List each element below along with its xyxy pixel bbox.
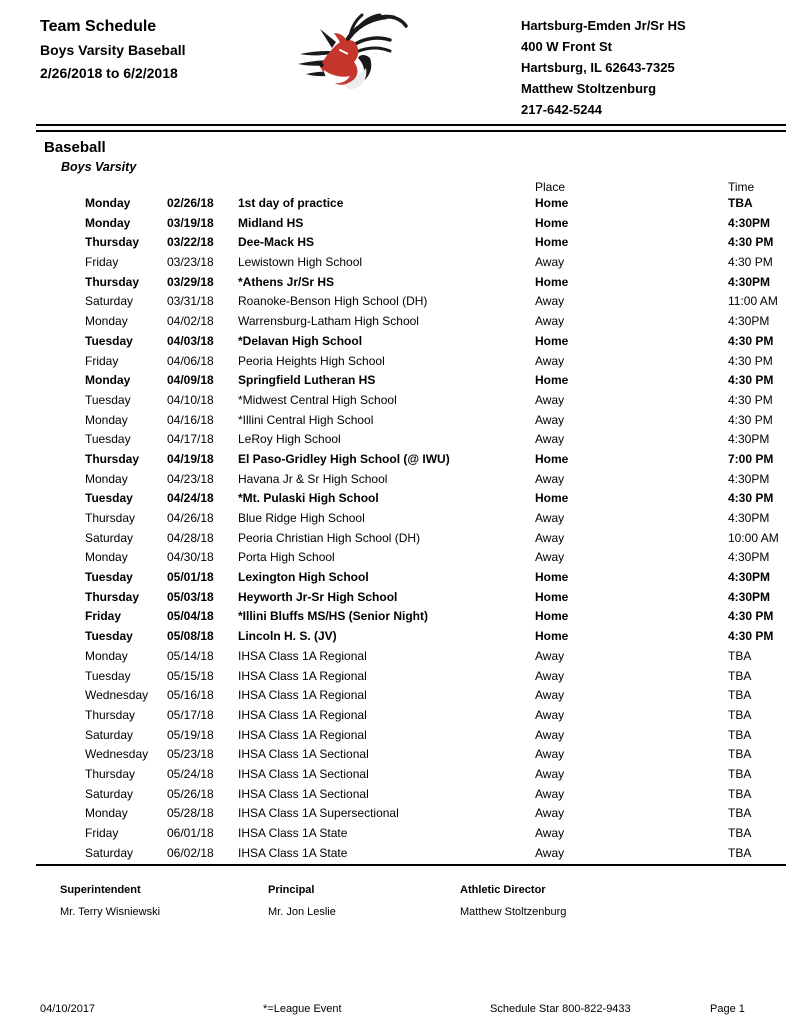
place-cell: Away <box>535 314 565 329</box>
day-header-cell <box>85 181 167 194</box>
date-cell: 05/23/18 <box>167 747 214 762</box>
place-cell: Away <box>535 747 565 762</box>
place-cell: Home <box>535 235 569 250</box>
day-cell: Monday <box>85 550 128 565</box>
event-cell: *Illini Central High School <box>238 412 374 427</box>
place-header-cell: Place <box>535 180 566 194</box>
time-cell: TBA <box>728 766 752 781</box>
event-cell: 1st day of practice <box>238 196 344 210</box>
schedule-row <box>85 391 785 411</box>
place-cell: Home <box>535 274 569 289</box>
time-cell: 4:30PM <box>728 274 771 289</box>
date-cell: 05/24/18 <box>167 766 214 781</box>
time-cell: TBA <box>728 196 753 210</box>
place-cell: Home <box>535 609 569 624</box>
date-cell: 05/01/18 <box>167 570 214 585</box>
date-cell: 02/26/18 <box>167 196 214 210</box>
place-cell: Home <box>535 491 569 506</box>
place-cell: Away <box>535 727 565 742</box>
schedule-row <box>85 686 785 706</box>
schedule-row <box>85 253 785 273</box>
place-cell: Away <box>535 766 565 781</box>
event-cell: Peoria Heights High School <box>238 353 385 368</box>
time-cell: TBA <box>728 786 752 801</box>
schedule-row <box>85 371 785 391</box>
day-cell: Saturday <box>85 530 134 545</box>
event-cell: Lexington High School <box>238 570 369 585</box>
event-cell: *Delavan High School <box>238 333 363 348</box>
date-cell: 04/02/18 <box>167 314 214 329</box>
date-header-cell <box>167 181 238 194</box>
day-cell: Monday <box>85 373 131 388</box>
time-cell: 4:30PM <box>728 314 770 329</box>
schedule-row <box>85 647 785 667</box>
date-cell: 04/17/18 <box>167 432 214 447</box>
event-cell: Havana Jr & Sr High School <box>238 471 388 486</box>
day-cell: Tuesday <box>85 333 133 348</box>
event-cell: IHSA Class 1A Sectional <box>238 747 369 762</box>
time-cell: TBA <box>728 747 752 762</box>
event-cell: Roanoke-Benson High School (DH) <box>238 294 428 309</box>
time-cell: 4:30 PM <box>728 412 773 427</box>
schedule-row <box>85 489 785 509</box>
date-cell: 04/10/18 <box>167 392 214 407</box>
sport-heading: Baseball <box>44 139 106 156</box>
time-cell: 4:30PM <box>728 570 771 585</box>
date-cell: 05/15/18 <box>167 668 214 683</box>
date-cell: 06/02/18 <box>167 845 214 860</box>
date-cell: 03/22/18 <box>167 235 214 250</box>
footer-legend: *=League Event <box>263 1003 342 1015</box>
place-cell: Away <box>535 432 565 447</box>
place-cell: Away <box>535 255 565 270</box>
school-info <box>521 15 686 120</box>
time-cell: 4:30 PM <box>728 235 774 250</box>
event-header-cell <box>238 181 535 194</box>
official-principal <box>268 884 460 919</box>
place-cell: Away <box>535 826 565 840</box>
date-cell: 04/28/18 <box>167 530 214 545</box>
event-cell: IHSA Class 1A Regional <box>238 668 367 683</box>
place-cell: Home <box>535 451 569 466</box>
time-cell: 4:30 PM <box>728 629 774 644</box>
day-cell: Friday <box>85 609 122 624</box>
place-cell: Home <box>535 570 569 585</box>
schedule-row <box>85 529 785 549</box>
event-cell: IHSA Class 1A Regional <box>238 648 367 663</box>
table-bottom-rule <box>36 864 786 866</box>
day-cell: Friday <box>85 826 119 840</box>
date-cell: 03/29/18 <box>167 274 214 289</box>
place-cell: Home <box>535 196 569 210</box>
time-cell: 11:00 AM <box>728 294 778 309</box>
time-cell: TBA <box>728 727 752 742</box>
date-cell: 04/03/18 <box>167 333 214 348</box>
schedule-row <box>85 273 785 293</box>
day-cell: Wednesday <box>85 688 149 703</box>
date-cell: 05/04/18 <box>167 609 214 624</box>
event-cell: IHSA Class 1A Sectional <box>238 786 369 801</box>
contact-phone: 217-642-5244 <box>521 102 602 117</box>
date-cell: 04/19/18 <box>167 451 214 466</box>
time-cell: 4:30 PM <box>728 255 773 270</box>
schedule-row <box>85 627 785 647</box>
place-cell: Home <box>535 629 569 644</box>
event-cell: Peoria Christian High School (DH) <box>238 530 421 545</box>
time-cell: 4:30 PM <box>728 491 774 506</box>
event-cell: Lewistown High School <box>238 255 363 270</box>
time-cell: TBA <box>728 668 752 683</box>
footer-page-number: Page 1 <box>710 1003 745 1015</box>
event-cell: IHSA Class 1A Regional <box>238 688 367 703</box>
schedule-row <box>85 411 785 431</box>
schedule-row <box>85 292 785 312</box>
event-cell: *Athens Jr/Sr HS <box>238 274 335 289</box>
day-cell: Thursday <box>85 766 136 781</box>
day-cell: Thursday <box>85 235 140 250</box>
time-cell: 4:30 PM <box>728 609 774 624</box>
schedule-rows <box>85 194 785 863</box>
team-name: Boys Varsity Baseball <box>40 42 186 58</box>
date-cell: 04/06/18 <box>167 353 214 368</box>
event-cell: Porta High School <box>238 550 335 565</box>
official-name: Mr. Terry Wisniewski <box>60 906 161 918</box>
footer-print-date: 04/10/2017 <box>40 1003 96 1015</box>
event-cell: IHSA Class 1A Regional <box>238 727 367 742</box>
schedule-row <box>85 844 785 864</box>
event-cell: IHSA Class 1A State <box>238 826 348 840</box>
event-cell: Blue Ridge High School <box>238 511 365 525</box>
schedule-row <box>85 607 785 627</box>
day-cell: Monday <box>85 471 128 486</box>
day-cell: Saturday <box>85 845 134 860</box>
header-rule-bottom <box>36 130 786 132</box>
time-cell: TBA <box>728 826 752 840</box>
schedule-row <box>85 785 785 805</box>
event-cell: *Mt. Pulaski High School <box>238 491 379 506</box>
event-cell: LeRoy High School <box>238 432 341 447</box>
day-cell: Thursday <box>85 589 140 604</box>
day-cell: Tuesday <box>85 392 131 407</box>
page-title: Team Schedule <box>40 18 157 35</box>
stag-head-logo-icon <box>298 12 422 110</box>
schedule-row <box>85 548 785 568</box>
time-cell: TBA <box>728 648 752 663</box>
place-cell: Away <box>535 511 565 525</box>
day-cell: Monday <box>85 215 131 230</box>
schedule-row <box>85 804 785 824</box>
schedule-row <box>85 430 785 450</box>
day-cell: Friday <box>85 255 119 270</box>
place-cell: Away <box>535 688 565 703</box>
day-cell: Thursday <box>85 707 136 722</box>
schedule-header-row <box>85 181 785 194</box>
event-cell: Midland HS <box>238 215 304 230</box>
page-footer <box>0 1003 800 1017</box>
time-cell: 4:30 PM <box>728 333 774 348</box>
schedule-row <box>85 667 785 687</box>
time-cell: TBA <box>728 688 752 703</box>
date-cell: 05/08/18 <box>167 629 214 644</box>
day-cell: Thursday <box>85 451 140 466</box>
event-cell: IHSA Class 1A State <box>238 845 348 860</box>
schedule-row <box>85 509 785 529</box>
place-cell: Away <box>535 353 565 368</box>
date-cell: 04/23/18 <box>167 471 214 486</box>
date-range: 2/26/2018 to 6/2/2018 <box>40 65 178 81</box>
schedule-row <box>85 588 785 608</box>
school-street: 400 W Front St <box>521 39 613 54</box>
time-cell: 4:30 PM <box>728 353 773 368</box>
place-cell: Away <box>535 786 565 801</box>
time-cell: 10:00 AM <box>728 530 779 545</box>
date-cell: 04/30/18 <box>167 550 214 565</box>
event-cell: Lincoln H. S. (JV) <box>238 629 337 644</box>
time-cell: TBA <box>728 806 752 821</box>
schedule-row <box>85 194 785 214</box>
date-cell: 04/09/18 <box>167 373 214 388</box>
schedule-row <box>85 726 785 746</box>
event-cell: Warrensburg-Latham High School <box>238 314 419 329</box>
schedule-row <box>85 332 785 352</box>
event-cell: IHSA Class 1A Sectional <box>238 766 369 781</box>
place-cell: Home <box>535 589 569 604</box>
place-cell: Away <box>535 392 565 407</box>
event-cell: *Midwest Central High School <box>238 392 397 407</box>
date-cell: 05/26/18 <box>167 786 214 801</box>
time-cell: 4:30PM <box>728 550 770 565</box>
date-cell: 05/28/18 <box>167 806 214 821</box>
schedule-row <box>85 450 785 470</box>
day-cell: Tuesday <box>85 629 133 644</box>
date-cell: 03/31/18 <box>167 294 214 309</box>
time-cell: 4:30PM <box>728 511 770 525</box>
header-rule-top <box>36 124 786 126</box>
event-cell: IHSA Class 1A Regional <box>238 707 367 722</box>
day-cell: Monday <box>85 196 131 210</box>
schedule-row <box>85 214 785 234</box>
day-cell: Monday <box>85 412 128 427</box>
schedule-table <box>85 181 785 863</box>
day-cell: Saturday <box>85 727 134 742</box>
day-cell: Tuesday <box>85 570 133 585</box>
place-cell: Home <box>535 215 569 230</box>
official-title: Athletic Director <box>460 884 546 896</box>
header-left <box>40 18 186 81</box>
schedule-row <box>85 765 785 785</box>
date-cell: 05/19/18 <box>167 727 214 742</box>
day-cell: Tuesday <box>85 491 133 506</box>
day-cell: Tuesday <box>85 432 131 447</box>
place-cell: Away <box>535 707 565 722</box>
schedule-row <box>85 352 785 372</box>
schedule-row <box>85 568 785 588</box>
event-cell: Heyworth Jr-Sr High School <box>238 589 398 604</box>
event-cell: Dee-Mack HS <box>238 235 315 250</box>
official-superintendent <box>60 884 268 919</box>
date-cell: 05/16/18 <box>167 688 214 703</box>
date-cell: 04/24/18 <box>167 491 214 506</box>
date-cell: 06/01/18 <box>167 826 214 840</box>
place-cell: Away <box>535 294 565 309</box>
date-cell: 05/14/18 <box>167 648 214 663</box>
time-cell: 4:30 PM <box>728 392 773 407</box>
place-cell: Away <box>535 648 565 663</box>
time-cell: TBA <box>728 707 752 722</box>
level-heading: Boys Varsity <box>61 160 137 174</box>
place-cell: Home <box>535 373 569 388</box>
schedule-row <box>85 233 785 253</box>
date-cell: 04/16/18 <box>167 412 214 427</box>
day-cell: Thursday <box>85 511 136 525</box>
school-city: Hartsburg, IL 62643-7325 <box>521 60 675 75</box>
place-cell: Away <box>535 845 565 860</box>
place-cell: Away <box>535 530 565 545</box>
event-cell: Springfield Lutheran HS <box>238 373 376 388</box>
official-name: Matthew Stoltzenburg <box>460 906 567 918</box>
time-cell: 4:30PM <box>728 432 770 447</box>
schedule-row <box>85 745 785 765</box>
date-cell: 03/23/18 <box>167 255 214 270</box>
schedule-row <box>85 706 785 726</box>
day-cell: Monday <box>85 806 128 821</box>
place-cell: Away <box>535 806 565 821</box>
contact-name: Matthew Stoltzenburg <box>521 81 657 96</box>
event-cell: *Illini Bluffs MS/HS (Senior Night) <box>238 609 428 624</box>
day-cell: Saturday <box>85 294 134 309</box>
day-cell: Thursday <box>85 274 140 289</box>
time-cell: 4:30PM <box>728 589 771 604</box>
time-cell: 4:30PM <box>728 215 771 230</box>
time-cell: 4:30PM <box>728 471 770 486</box>
official-athletic-director <box>460 884 566 919</box>
day-cell: Friday <box>85 353 119 368</box>
official-name: Mr. Jon Leslie <box>268 906 336 918</box>
time-header-cell: Time <box>728 180 755 194</box>
event-cell: IHSA Class 1A Supersectional <box>238 806 399 821</box>
official-title: Principal <box>268 884 315 896</box>
time-cell: TBA <box>728 845 752 860</box>
place-cell: Away <box>535 412 565 427</box>
place-cell: Away <box>535 550 565 565</box>
day-cell: Monday <box>85 314 128 329</box>
date-cell: 03/19/18 <box>167 215 214 230</box>
footer-vendor: Schedule Star 800-822-9433 <box>490 1003 631 1015</box>
time-cell: 7:00 PM <box>728 451 774 466</box>
place-cell: Away <box>535 471 565 486</box>
time-cell: 4:30 PM <box>728 373 774 388</box>
officials-section <box>60 884 566 919</box>
schedule-row <box>85 470 785 490</box>
place-cell: Away <box>535 668 565 683</box>
day-cell: Monday <box>85 648 128 663</box>
schedule-row <box>85 312 785 332</box>
date-cell: 04/26/18 <box>167 511 214 525</box>
date-cell: 05/03/18 <box>167 589 214 604</box>
date-cell: 05/17/18 <box>167 707 214 722</box>
day-cell: Saturday <box>85 786 134 801</box>
school-name: Hartsburg-Emden Jr/Sr HS <box>521 18 686 33</box>
event-cell: El Paso-Gridley High School (@ IWU) <box>238 451 450 466</box>
day-cell: Wednesday <box>85 747 149 762</box>
place-cell: Home <box>535 333 569 348</box>
day-cell: Tuesday <box>85 668 131 683</box>
schedule-row <box>85 824 785 844</box>
official-title: Superintendent <box>60 884 141 896</box>
